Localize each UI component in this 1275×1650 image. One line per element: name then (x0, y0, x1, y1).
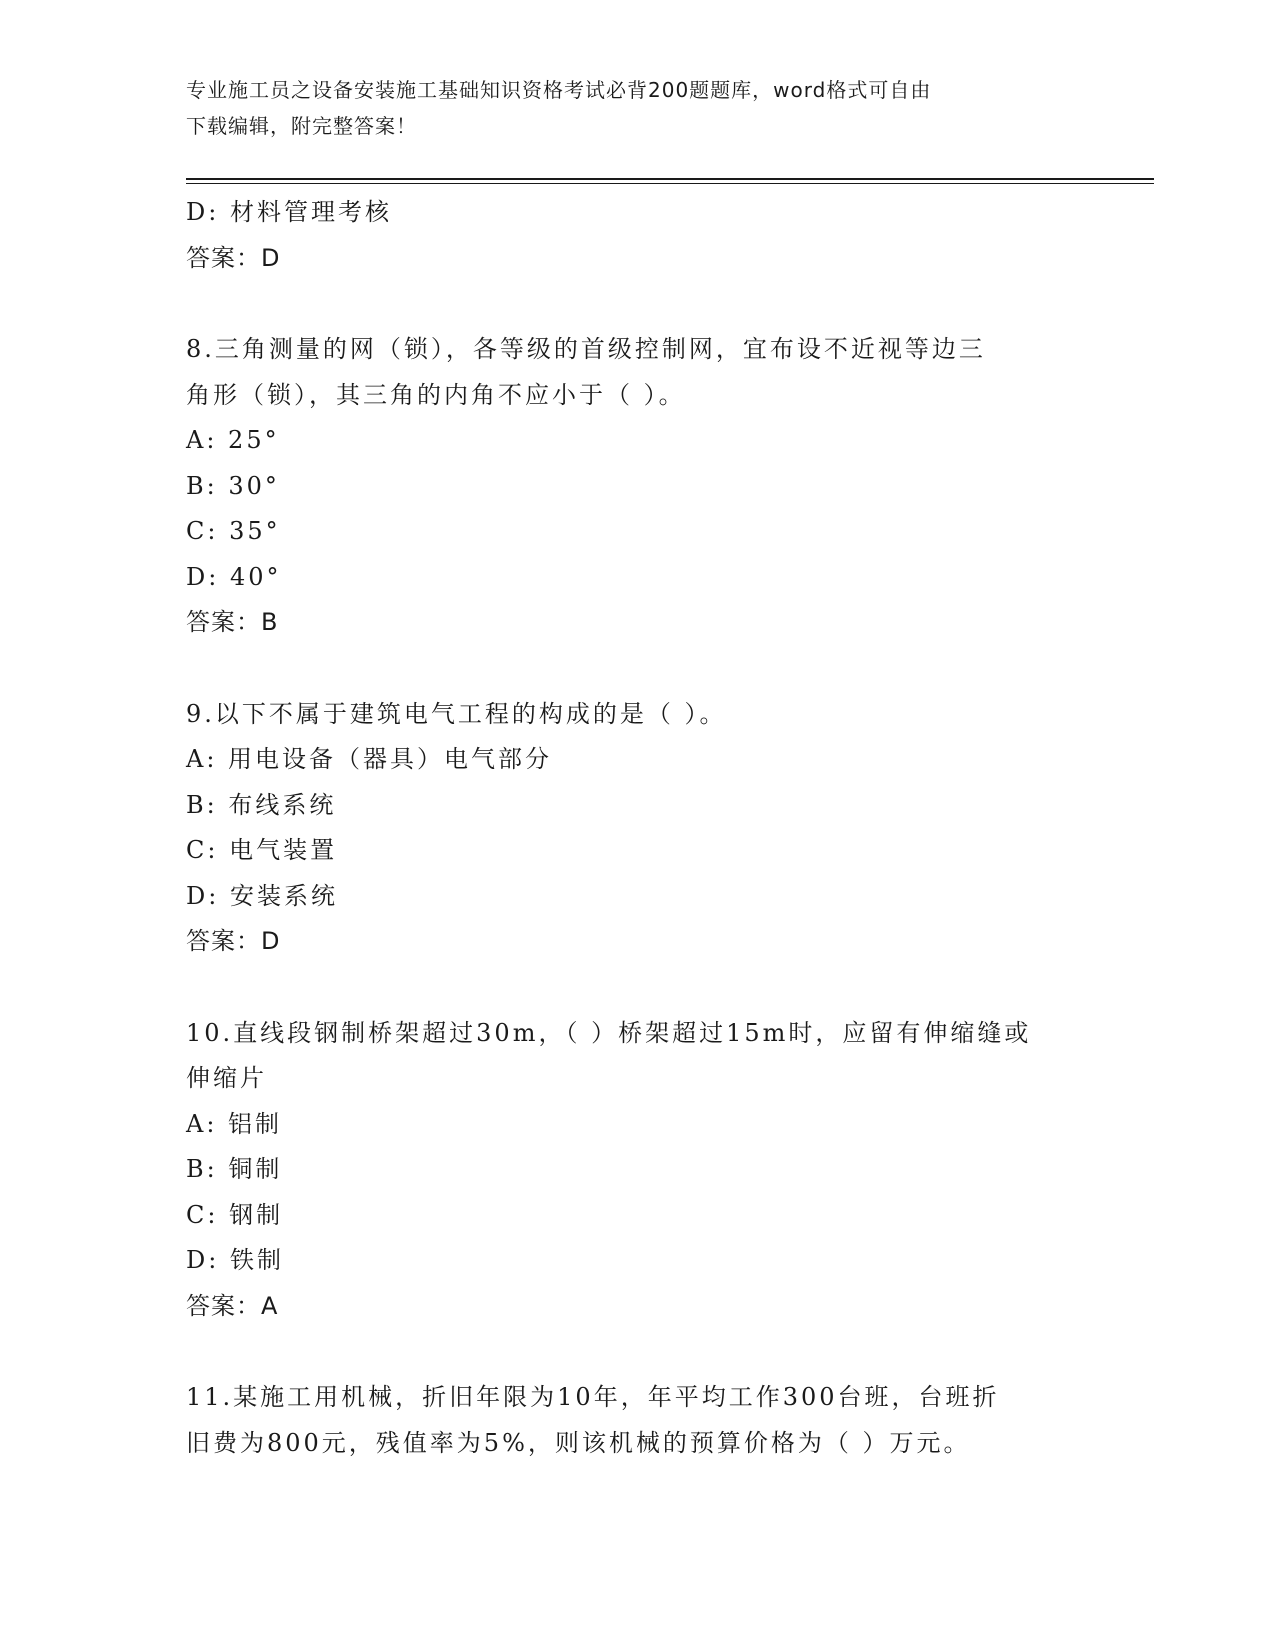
question-block-7 (186, 190, 1086, 281)
question-text-line-1: 8.三角测量的网（锁），各等级的首级控制网，宜布设不近视等边三 (186, 335, 986, 363)
question-text-line-1: 11.某施工用机械，折旧年限为10年，年平均工作300台班，台班折 (186, 1383, 1000, 1411)
question-block-11 (186, 1375, 1086, 1466)
question-text-line-2: 旧费为800元，残值率为5%，则该机械的预算价格为（ ）万元。 (186, 1428, 971, 1457)
answer-line: 答案：D (186, 243, 281, 272)
header-line-2: 下载编辑，附完整答案！ (186, 114, 417, 138)
option-d: D: 安装系统 (186, 881, 338, 910)
answer-line: 答案：B (186, 608, 279, 636)
question-list (186, 190, 1086, 1466)
question-text-line-2: 角形（锁），其三角的内角不应小于（ ）。 (186, 380, 686, 409)
question-block-9 (186, 692, 1086, 965)
answer-line: 答案：A (186, 1291, 279, 1320)
option-a: A: 用电设备（器具）电气部分 (186, 745, 553, 773)
option-a: A: 25° (186, 426, 280, 454)
option-b: B: 铜制 (186, 1155, 283, 1183)
option-c: C: 35° (186, 517, 281, 545)
question-text-line-1: 10.直线段钢制桥架超过30m，（ ）桥架超过15m时，应留有伸缩缝或 (186, 1018, 1032, 1047)
header-divider-thick (186, 178, 1154, 180)
option-c: C: 钢制 (186, 1200, 284, 1229)
question-block-8 (186, 327, 1086, 646)
option-b: B: 30° (186, 471, 280, 500)
option-b: B: 布线系统 (186, 790, 337, 819)
header-divider-thin (186, 183, 1154, 184)
option-d: D: 材料管理考核 (186, 198, 392, 226)
option-c: C: 电气装置 (186, 836, 338, 864)
question-text-line-2: 伸缩片 (186, 1064, 267, 1092)
option-d: D: 40° (186, 562, 282, 591)
option-d: D: 铁制 (186, 1246, 284, 1274)
header-line-1: 专业施工员之设备安装施工基础知识资格考试必背200题题库，word格式可自由 (186, 78, 932, 102)
document-header (186, 72, 1086, 144)
answer-line: 答案：D (186, 927, 281, 955)
question-text-line-1: 9.以下不属于建筑电气工程的构成的是（ ）。 (186, 699, 727, 728)
question-block-10 (186, 1011, 1086, 1330)
option-a: A: 铝制 (186, 1109, 283, 1138)
